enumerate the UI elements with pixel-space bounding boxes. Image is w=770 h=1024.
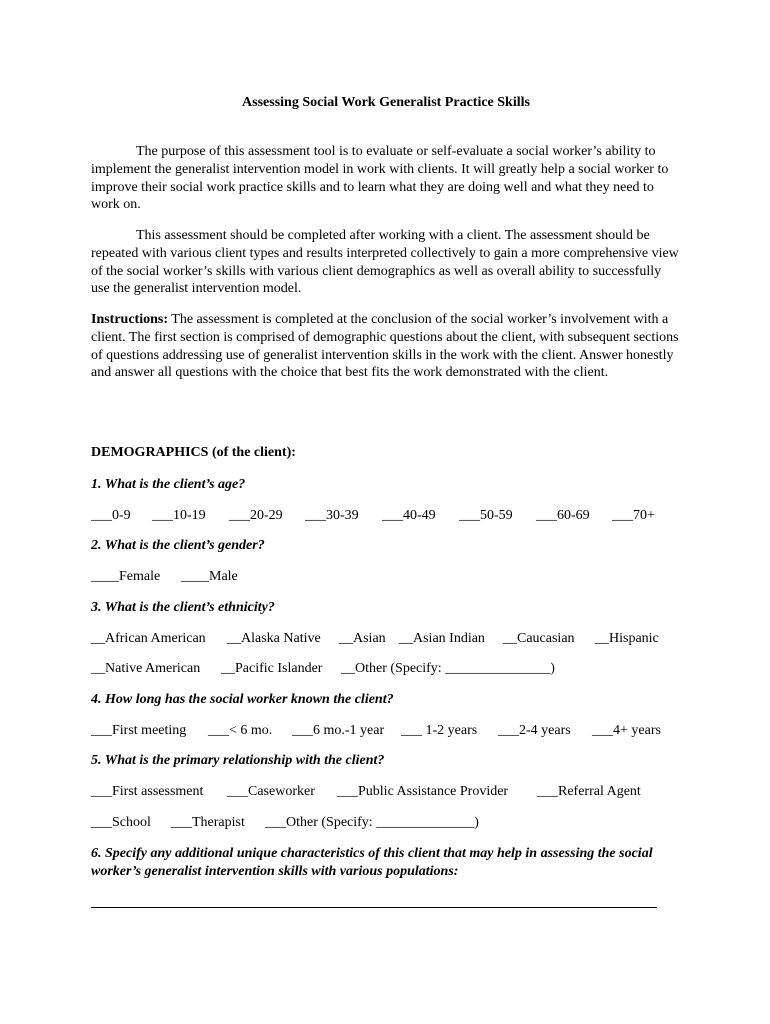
ethnicity-option[interactable]: __Pacific Islander [221, 661, 323, 676]
gender-option[interactable]: ____Female [91, 569, 161, 584]
question-gender: 2. What is the client’s gender? [91, 538, 265, 553]
relationship-length-option[interactable]: ___First meeting [91, 723, 187, 738]
age-options [91, 507, 655, 524]
age-option[interactable]: ___70+ [612, 508, 655, 523]
primary-relationship-option[interactable]: ___Therapist [171, 815, 245, 830]
ethnicity-option[interactable]: __Hispanic [595, 631, 659, 646]
question-unique-characteristics: 6. Specify any additional unique characteristics of this client that may help in assessing the social worker’s generalist intervention skills with various populations: [91, 846, 653, 879]
ethnicity-options-row-1 [91, 630, 659, 647]
instructions-label: Instructions: [91, 312, 169, 327]
primary-relationship-option-other[interactable]: ___Other (Specify: ______________) [265, 815, 479, 830]
primary-relationship-option[interactable]: ___Caseworker [227, 784, 315, 799]
age-option[interactable]: ___60-69 [536, 508, 590, 523]
relationship-length-options [91, 722, 661, 739]
age-option[interactable]: ___30-39 [305, 508, 359, 523]
ethnicity-options-row-2 [91, 660, 555, 677]
relationship-length-option[interactable]: ___< 6 mo. [208, 723, 273, 738]
question-relationship-length: 4. How long has the social worker known the client? [91, 692, 394, 707]
primary-relationship-options-row-1 [91, 783, 641, 800]
primary-relationship-option[interactable]: ___First assessment [91, 784, 204, 799]
ethnicity-option[interactable]: __Asian Indian [399, 631, 485, 646]
question-primary-relationship: 5. What is the primary relationship with the client? [91, 753, 385, 768]
instructions-text: The assessment is completed at the conclusion of the social worker’s involvement with a client. The first section is comprised of demographic questions about the client, with subsequent sections of questions addressing use of generalist intervention skills in the work with the client. Answer honestly and answer all questions with the choice that best fits the work demonstrated with the client. [91, 312, 679, 381]
primary-relationship-option[interactable]: ___Public Assistance Provider [337, 784, 509, 799]
primary-relationship-option[interactable]: ___Referral Agent [537, 784, 641, 799]
ethnicity-option[interactable]: __Native American [91, 661, 201, 676]
age-option[interactable]: ___50-59 [459, 508, 513, 523]
age-option[interactable]: ___20-29 [229, 508, 283, 523]
question-age: 1. What is the client’s age? [91, 477, 246, 492]
ethnicity-option[interactable]: __Caucasian [503, 631, 575, 646]
document-title: Assessing Social Work Generalist Practice Skills [242, 95, 530, 110]
completion-paragraph: This assessment should be completed after working with a client. The assessment should be repeated with various client types and results interpreted collectively to gain a more comprehensive view of the social worker’s skills with various client demographics as well as overall ability to successfully use the generalist intervention model. [91, 228, 679, 297]
primary-relationship-options-row-2 [91, 814, 479, 831]
ethnicity-option[interactable]: __African American [91, 631, 206, 646]
primary-relationship-option[interactable]: ___School [91, 815, 151, 830]
relationship-length-option[interactable]: ___2-4 years [498, 723, 571, 738]
ethnicity-option-other[interactable]: __Other (Specify: _______________) [341, 661, 555, 676]
demographics-heading: DEMOGRAPHICS (of the client): [91, 445, 296, 460]
instructions-paragraph [91, 311, 681, 382]
relationship-length-option[interactable]: ___ 1-2 years [401, 723, 478, 738]
age-option[interactable]: ___10-19 [152, 508, 206, 523]
age-option[interactable]: ___0-9 [91, 508, 131, 523]
gender-option[interactable]: ____Male [181, 569, 238, 584]
unique-characteristics-answer-line[interactable] [91, 907, 657, 908]
purpose-paragraph: The purpose of this assessment tool is to evaluate or self-evaluate a social worker’s ability to implement the generalist intervention model in work with clients. It will greatly help a social worker to improve their social work practice skills and to learn what they are doing well and what they need to work on. [91, 144, 669, 213]
ethnicity-option[interactable]: __Asian [339, 631, 386, 646]
question-ethnicity: 3. What is the client’s ethnicity? [91, 600, 275, 615]
ethnicity-option[interactable]: __Alaska Native [227, 631, 321, 646]
relationship-length-option[interactable]: ___4+ years [592, 723, 661, 738]
age-option[interactable]: ___40-49 [382, 508, 436, 523]
gender-options [91, 568, 238, 585]
relationship-length-option[interactable]: ___6 mo.-1 year [292, 723, 385, 738]
